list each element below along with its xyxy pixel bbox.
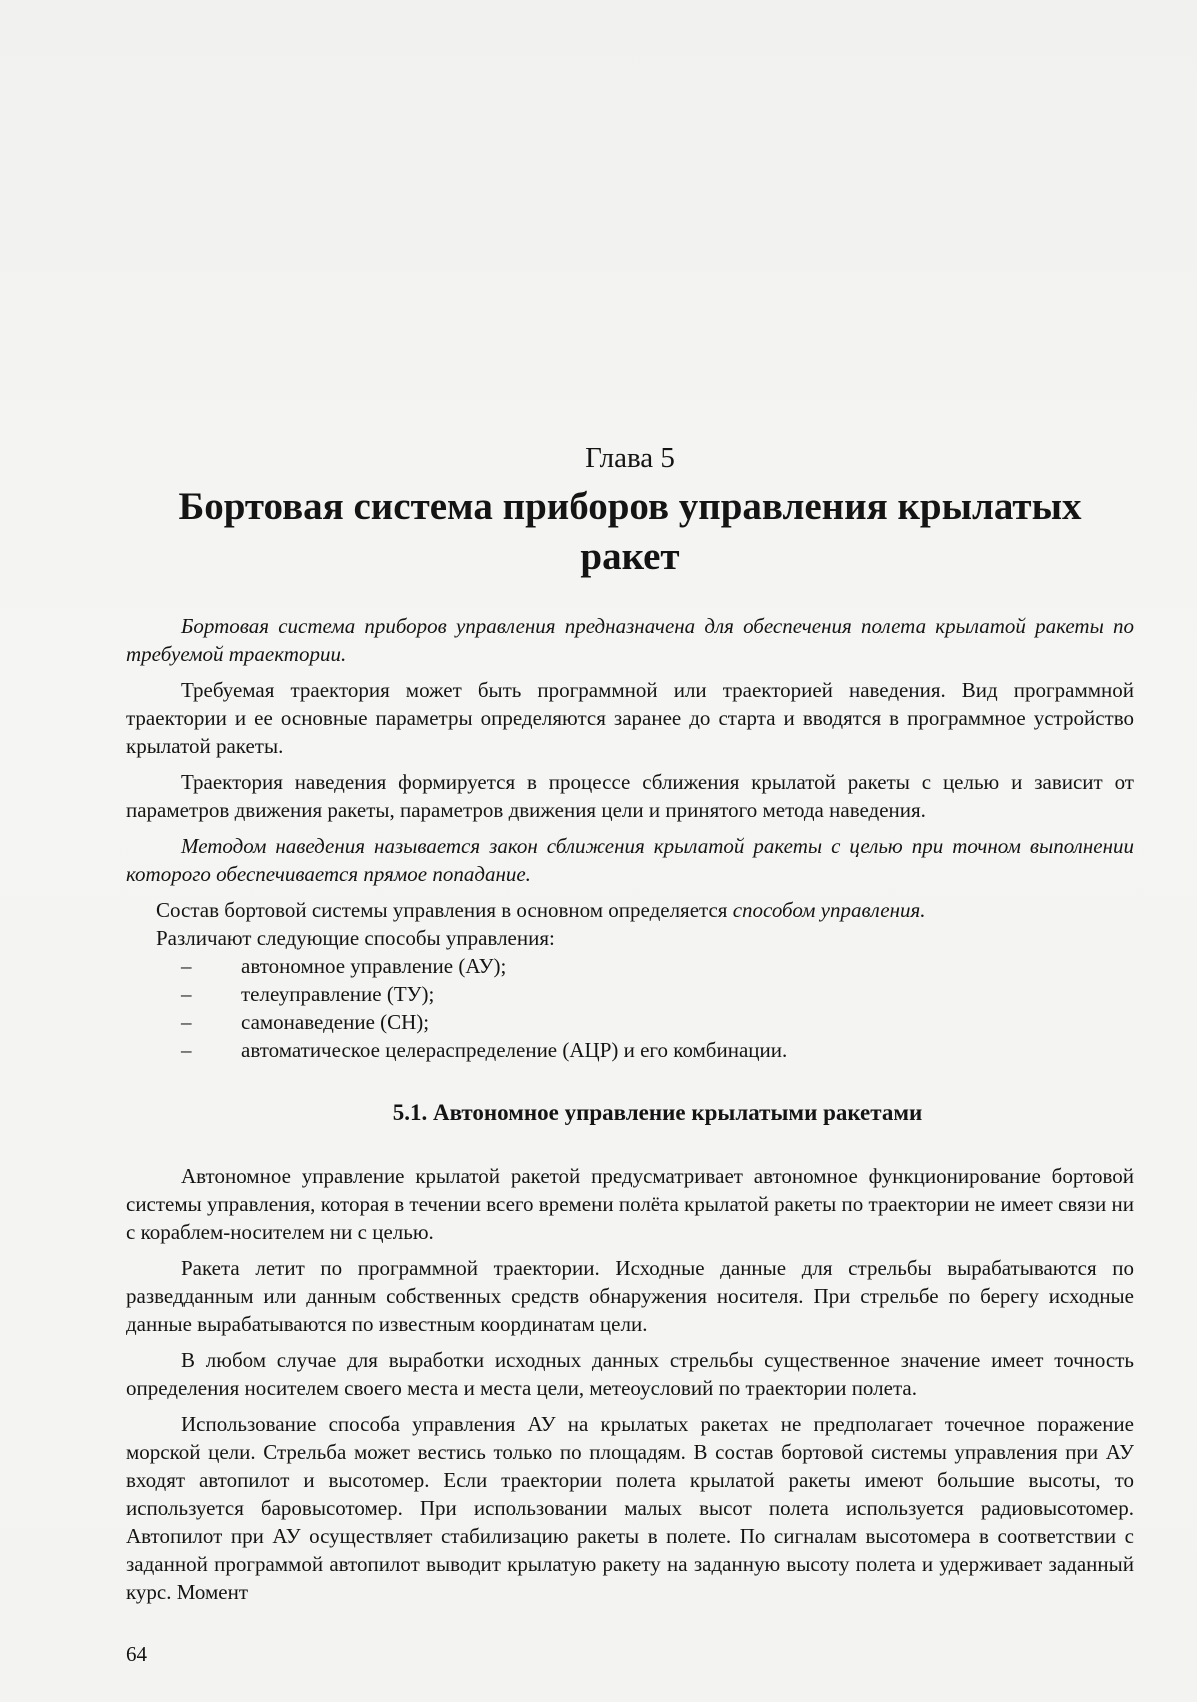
guidance-trajectory-paragraph: Траектория наведения формируется в процессе сближения крылатой ракеты с целью и зависит от параметров движения ракеты, параметров движения цели и принятого метода наведения. — [126, 770, 1134, 822]
accuracy-paragraph: В любом случае для выработки исходных данных стрельбы существенное значение имеет точность определения носителем своего места и места цели, метеоусловий по траектории полета. — [126, 1348, 1134, 1400]
list-item-text: телеуправление (ТУ); — [241, 982, 435, 1006]
intro-definition-paragraph: Бортовая система приборов управления предназначена для обеспечения полета крылатой ракеты по требуемой траектории. — [126, 614, 1134, 666]
chapter-title: Бортовая система приборов управления крылатых ракет — [178, 485, 1082, 578]
list-item-text: автоматическое целераспределение (АЦР) и его комбинации. — [241, 1038, 788, 1062]
control-methods-list — [126, 952, 1134, 1064]
composition-paragraph — [126, 896, 1134, 924]
list-dash: – — [181, 1010, 192, 1034]
list-item — [126, 1036, 1134, 1064]
list-item-text: автономное управление (АУ); — [241, 954, 507, 978]
autonomous-control-paragraph: Автономное управление крылатой ракетой предусматривает автономное функционирование бортовой системы управления, которая в течении всего времени полёта крылатой ракеты по траектории не имеет связи ни с кораблем-носителем ни с целью. — [126, 1164, 1134, 1244]
composition-emphasis: способом управления. — [732, 898, 926, 922]
list-dash: – — [181, 954, 192, 978]
guidance-method-definition: Методом наведения называется закон сближения крылатой ракеты с целью при точном выполнении которого обеспечивается прямое попадание. — [126, 834, 1134, 886]
list-dash: – — [181, 982, 192, 1006]
program-trajectory-paragraph: Ракета летит по программной траектории. Исходные данные для стрельбы вырабатываются по разведданным или данным собственных средств обнаружения носителя. При стрельбе по берегу исходные данные вырабатываются по известным координатам цели. — [126, 1256, 1134, 1336]
list-dash: – — [181, 1038, 192, 1062]
list-item — [126, 1008, 1134, 1036]
page-content — [126, 440, 1134, 1606]
list-item — [126, 952, 1134, 980]
chapter-label: Глава 5 — [585, 442, 675, 474]
au-usage-paragraph: Использование способа управления АУ на крылатых ракетах не предполагает точечное поражение морской цели. Стрельба может вестись только по площадям. В состав бортовой системы управления при АУ входят автопилот и высотомер. Если траектории полета крылатой ракеты имеют большие высоты, то используется баровысотомер. При использовании малых высот полета используется радиовысотомер. Автопилот при АУ осуществляет стабилизацию ракеты в полете. По сигналам высотомера в соответствии с заданной программой автопилот выводит крылатую ракету на заданную высоту полета и удерживает заданный курс. Момент — [126, 1412, 1134, 1604]
list-item-text: самонаведение (СН); — [241, 1010, 430, 1034]
section-heading: 5.1. Автономное управление крылатыми ракетами — [392, 1100, 923, 1125]
list-item — [126, 980, 1134, 1008]
methods-lead: Различают следующие способы управления: — [156, 926, 555, 950]
required-trajectory-paragraph: Требуемая траектория может быть программной или траекторией наведения. Вид программной траектории и ее основные параметры определяются заранее до старта и вводятся в программное устройство крылатой ракеты. — [126, 678, 1134, 758]
page-number: 64 — [126, 1642, 147, 1666]
composition-text: Состав бортовой системы управления в основном определяется — [156, 898, 733, 922]
